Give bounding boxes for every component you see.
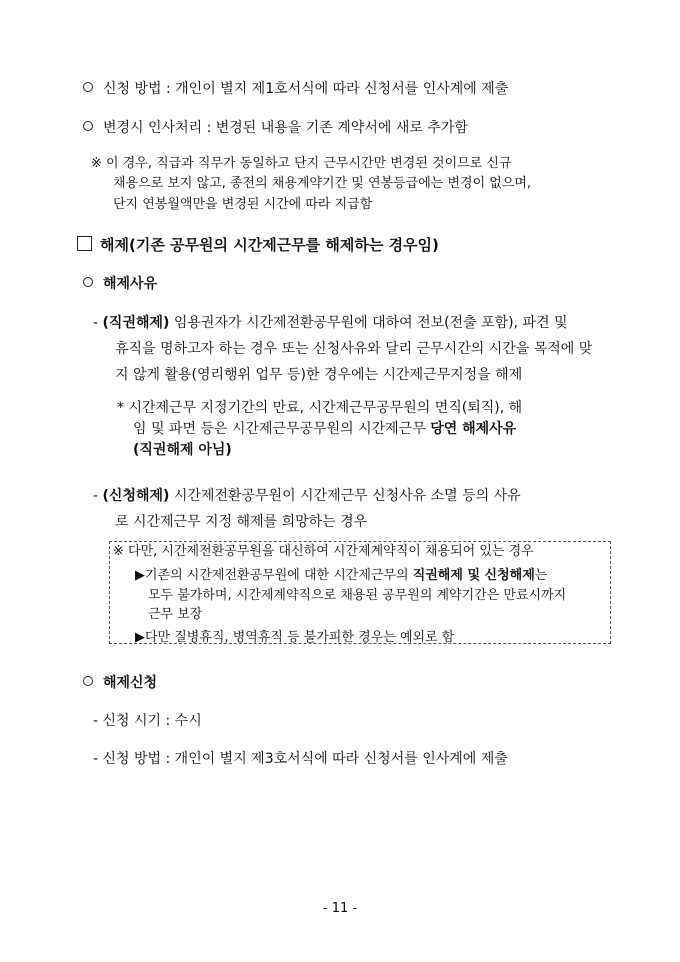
paragraph-line: 로 시간제근무 지정 해제를 희망하는 경우 xyxy=(115,514,368,530)
item-text: 신청 방법 : 개인이 별지 제1호서식에 따라 신청서를 인사계에 제출 xyxy=(103,81,509,97)
emphasis-text: 당연 해제사유 xyxy=(430,421,517,437)
paragraph-text: 임용권자가 시간제전환공무원에 대하여 전보(전출 포함), 파견 및 xyxy=(169,315,568,331)
paragraph-line: - 신청 방법 : 개인이 별지 제3호서식에 따라 신청서를 인사계에 제출 xyxy=(93,751,508,767)
paragraph-line: 지 않게 활용(영리행위 업무 등)한 경우에는 시간제근무지정을 해제 xyxy=(115,367,523,383)
box-line: ▶기존의 시간제전환공무원에 대한 시간제근무의 직권해제 및 신청해제는 xyxy=(135,568,548,583)
circle-bullet-icon xyxy=(83,277,93,287)
box-line: 근무 보장 xyxy=(148,607,203,622)
item-text: 변경시 인사처리 : 변경된 내용을 기존 계약서에 새로 추가함 xyxy=(103,120,468,136)
label-sincheong: (신청해제) xyxy=(102,488,170,504)
circle-bullet-icon xyxy=(83,676,93,686)
subheading xyxy=(83,275,157,293)
note-line: 채용으로 보지 않고, 종전의 채용계약기간 및 연봉등급에는 변경이 없으며, xyxy=(113,176,532,191)
subheading xyxy=(83,674,157,692)
box-line: ※ 다만, 시간제전환공무원을 대신하여 시간제계약직이 채용되어 있는 경우 xyxy=(113,544,534,559)
label-jikgwon: (직권해제) xyxy=(102,315,170,331)
list-item xyxy=(83,119,468,137)
square-bullet-icon xyxy=(77,236,92,251)
list-item xyxy=(83,80,508,98)
note-line: 단지 연봉월액만을 변경된 시간에 따라 지급함 xyxy=(113,197,373,212)
circle-bullet-icon xyxy=(83,82,93,92)
subheading-text: 해제신청 xyxy=(103,675,158,691)
section-heading xyxy=(77,236,439,254)
page-number: - 11 - xyxy=(322,901,358,916)
box-line: ▶다만 질병휴직, 병역휴직 등 불가피한 경우는 예외로 함 xyxy=(135,630,455,645)
paragraph-text: 시간제전환공무원이 시간제근무 신청사유 소멸 등의 사유 xyxy=(169,488,521,504)
box-line: 모두 불가하며, 시간제계약직으로 채용된 공무원의 계약기간은 만료시까지 xyxy=(148,588,567,603)
circle-bullet-icon xyxy=(83,121,93,131)
paragraph-line: - (신청해제) 시간제전환공무원이 시간제근무 신청사유 소멸 등의 사유 xyxy=(93,488,521,504)
note-line: ※ 이 경우, 직급과 직무가 동일하고 단지 근무시간만 변경된 것이므로 신규 xyxy=(91,156,512,171)
emphasis-text: 직권해제 및 신청해제 xyxy=(412,568,535,583)
paragraph-line: - (직권해제) 임용권자가 시간제전환공무원에 대하여 전보(전출 포함), 파견 및 xyxy=(93,315,568,331)
paragraph-line: - 신청 시기 : 수시 xyxy=(93,713,202,729)
heading-text: 해제(기존 공무원의 시간제근무를 해제하는 경우임) xyxy=(100,236,439,254)
paragraph-line: 휴직을 명하고자 하는 경우 또는 신청사유와 달리 근무시간의 시간을 목적에 맞 xyxy=(115,341,593,357)
footnote-line: 임 및 파면 등은 시간제근무공무원의 시간제근무 당연 해제사유 xyxy=(133,421,517,437)
footnote-line: (직권해제 아님) xyxy=(133,442,232,458)
subheading-text: 해제사유 xyxy=(103,276,158,292)
footnote-line: * 시간제근무 지정기간의 만료, 시간제근무공무원의 면직(퇴직), 해 xyxy=(117,400,523,416)
